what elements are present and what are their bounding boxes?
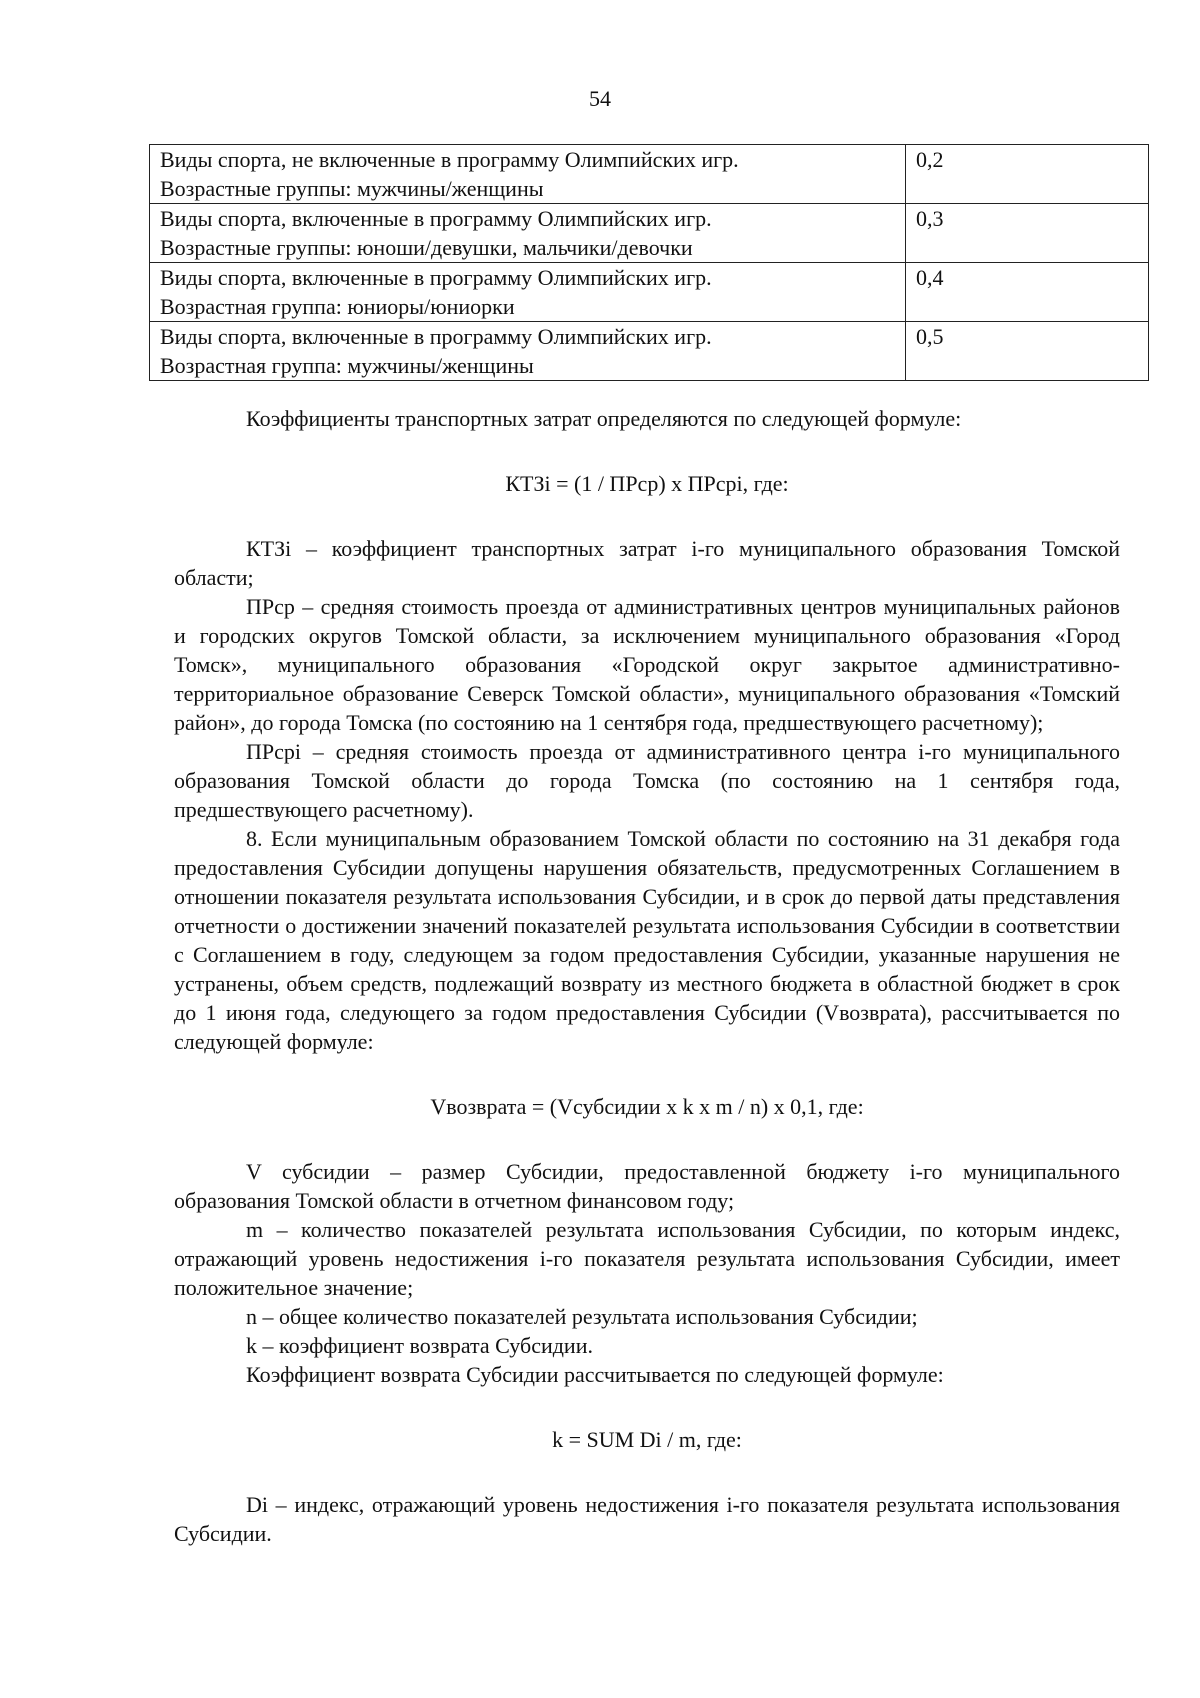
age-group-text: Возрастные группы: мужчины/женщины bbox=[160, 176, 544, 201]
paragraph-clause-8: 8. Если муниципальным образованием Томской области по состоянию на 31 декабря года предоставления Субсидии допущены нарушения обязательств, предусмотренных Соглашением в отношении показателя результата использования Субсидии, и в срок до первой даты представления отчетности о достижении значений показателей результата использования Субсидии в соответствии с Соглашением в году, следующем за годом предоставления Субсидии, указанные нарушения не устранены, объем средств, подлежащий возврату из местного бюджета в областной бюджет в срок до 1 июня года, следующего за годом предоставления Субсидии (Vвозврата), рассчитывается по следующей формуле: bbox=[174, 826, 1120, 1054]
definition-m: m – количество показателей результата использования Субсидии, по которым индекс, отражающий уровень недостижения i-го показателя результата использования Субсидии, имеет положительное значение; bbox=[174, 1217, 1120, 1300]
definition-v-subsidy: V субсидии – размер Субсидии, предоставленной бюджету i-го муниципального образования Томской области в отчетном финансовом году; bbox=[174, 1159, 1120, 1213]
table-cell-value: 0,4 bbox=[906, 263, 1149, 322]
table-cell-value: 0,3 bbox=[906, 204, 1149, 263]
table-row bbox=[150, 263, 1149, 322]
table-row bbox=[150, 204, 1149, 263]
sport-type-text: Виды спорта, не включенные в программу Олимпийских игр. bbox=[160, 147, 739, 172]
age-group-text: Возрастные группы: юноши/девушки, мальчики/девочки bbox=[160, 235, 693, 260]
definition-di: Di – индекс, отражающий уровень недостижения i-го показателя результата использования Субсидии. bbox=[174, 1492, 1120, 1546]
table-cell-value: 0,5 bbox=[906, 322, 1149, 381]
sport-type-text: Виды спорта, включенные в программу Олимпийских игр. bbox=[160, 206, 712, 231]
table-cell-description bbox=[150, 322, 906, 381]
sport-type-text: Виды спорта, включенные в программу Олимпийских игр. bbox=[160, 265, 712, 290]
age-group-text: Возрастная группа: мужчины/женщины bbox=[160, 353, 534, 378]
document-body bbox=[174, 404, 1120, 1548]
definition-ktzi: КТЗi – коэффициент транспортных затрат i-го муниципального образования Томской области; bbox=[174, 536, 1120, 590]
definition-prsri: ПРсрi – средняя стоимость проезда от административного центра i-го муниципального образования Томской области до города Томска (по состоянию на 1 сентября года, предшествующего расчетному). bbox=[174, 739, 1120, 822]
sport-type-text: Виды спорта, включенные в программу Олимпийских игр. bbox=[160, 324, 712, 349]
paragraph-refund-coefficient-intro: Коэффициент возврата Субсидии рассчитывается по следующей формуле: bbox=[246, 1362, 944, 1387]
definition-prsr: ПРср – средняя стоимость проезда от административных центров муниципальных районов и городских округов Томской области, за исключением муниципального образования «Город Томск», муниципального образования «Городской округ закрытое административно-территориальное образование Северск Томской области», муниципального образования «Томский район», до города Томска (по состоянию на 1 сентября года, предшествующего расчетному); bbox=[174, 594, 1120, 735]
formula-transport-coefficient: КТЗi = (1 / ПРср) x ПРсрi, где: bbox=[505, 471, 789, 496]
age-group-text: Возрастная группа: юниоры/юниорки bbox=[160, 294, 515, 319]
page-number: 54 bbox=[589, 86, 611, 111]
definition-n: n – общее количество показателей результата использования Субсидии; bbox=[246, 1304, 918, 1329]
table-row bbox=[150, 322, 1149, 381]
formula-refund-coefficient: k = SUM Di / m, где: bbox=[552, 1427, 742, 1452]
table-cell-description bbox=[150, 204, 906, 263]
coefficient-table bbox=[149, 144, 1149, 381]
formula-refund-volume: Vвозврата = (Vсубсидии x k x m / n) x 0,1, где: bbox=[430, 1094, 864, 1119]
paragraph-transport-coefficients-intro: Коэффициенты транспортных затрат определяются по следующей формуле: bbox=[246, 406, 962, 431]
table-cell-value: 0,2 bbox=[906, 145, 1149, 204]
table-cell-description bbox=[150, 145, 906, 204]
table-row bbox=[150, 145, 1149, 204]
table-cell-description bbox=[150, 263, 906, 322]
definition-k: k – коэффициент возврата Субсидии. bbox=[246, 1333, 593, 1358]
